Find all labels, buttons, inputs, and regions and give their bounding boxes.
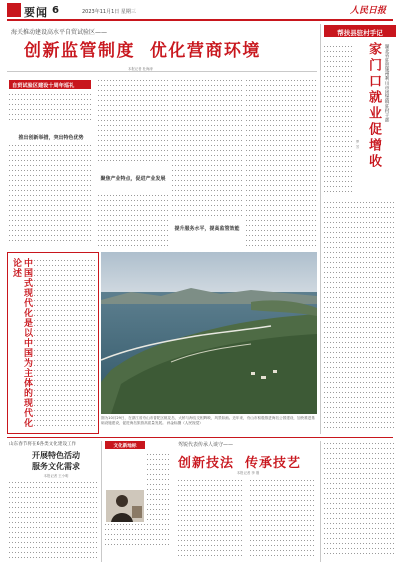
- bottom-right-byline: 本报记者 李 刚: [236, 471, 260, 475]
- lead-column-2-text-b: [98, 194, 168, 250]
- masthead-rule: [7, 19, 393, 21]
- interview-tag: 文化新地标: [113, 443, 137, 449]
- island-bridge-illustration: [101, 252, 317, 414]
- lead-column-1-text-b: [9, 144, 93, 250]
- bottom-left-headline-1: 开展特色活动: [32, 451, 80, 460]
- bottom-left-kicker: 山东春节将在6各类文化建设工作: [9, 442, 77, 447]
- bottom-right-kicker: 驾锐代表传承人谈守——: [178, 442, 234, 448]
- commentary-headline: 中国式现代化是以中国为主体的现代化论述: [11, 258, 32, 428]
- bottom-right-text-col-1: [178, 478, 244, 562]
- side-column-divider: [320, 24, 321, 434]
- bottom-column-divider-1: [101, 441, 102, 562]
- bottom-left-byline: 本报记者 王小明: [43, 474, 69, 478]
- anniversary-label: 自贸试验区建设十周年巡礼: [12, 82, 75, 89]
- section-name: 要闻: [24, 6, 48, 19]
- bottom-left-text: [9, 480, 99, 562]
- section-tab: [7, 3, 21, 17]
- side-text-top: [324, 44, 352, 194]
- commentary-text: [34, 258, 96, 430]
- bottom-column-divider-2: [320, 441, 321, 562]
- photo-caption: [101, 416, 317, 432]
- island-bridge-photo: [101, 252, 317, 414]
- bottom-section-rule: [7, 437, 393, 438]
- lead-subhead-1: 推出创新举措，突出特色优势: [18, 135, 84, 141]
- side-byline: 罗 芳: [356, 140, 360, 149]
- side-kicker: 湖北省驻恩施州利川市团堡镇驻村干部: [384, 44, 389, 123]
- side-text-bottom: [324, 200, 396, 432]
- bottom-right-headline: 创新技法 传承技艺: [178, 456, 302, 471]
- lead-kicker: 海关推动建设高水平自贸试验区——: [11, 29, 108, 36]
- lead-subhead-3: 提升服务水平，提高监管效能: [174, 226, 240, 232]
- side-headline: 家门口就业促增收: [366, 42, 381, 170]
- lead-byline: 本报记者 杜海涛: [128, 67, 153, 71]
- bottom-right-text-col-2: [250, 478, 316, 562]
- bottom-left-headline-2: 服务文化需求: [32, 462, 80, 471]
- lead-headline: 创新监管制度 优化营商环境: [24, 41, 261, 61]
- lead-column-2-text-a: [98, 78, 168, 166]
- lead-header-rule: [7, 71, 317, 72]
- lead-column-4-text: [246, 78, 316, 250]
- photo-caption-text: 图为10月29日，在浙江省舟山市普陀区桃花岛，大桥与海岛交相辉映，风景如画。近年来，舟山市积极推进海岛公园建设，加快推进基础设施建设，促进海岛旅游高质量发展。: [101, 416, 315, 425]
- lead-column-1-text-a: [9, 92, 93, 130]
- issue-date: 2023年11月1日 星期三: [82, 9, 136, 15]
- lead-column-3-text-a: [172, 78, 242, 218]
- interview-text: [105, 452, 171, 562]
- bottom-far-right-text: [324, 441, 396, 562]
- lead-subhead-2: 聚焦产业特点，促进产业发展: [100, 176, 166, 182]
- side-tag-label: 帮扶县驻村手记: [337, 28, 383, 37]
- page-number: 6: [52, 5, 59, 16]
- photo-credit: 孙金标摄（人民视觉）: [166, 421, 203, 425]
- masthead: [0, 0, 400, 22]
- newspaper-logo: 人民日报: [350, 6, 387, 16]
